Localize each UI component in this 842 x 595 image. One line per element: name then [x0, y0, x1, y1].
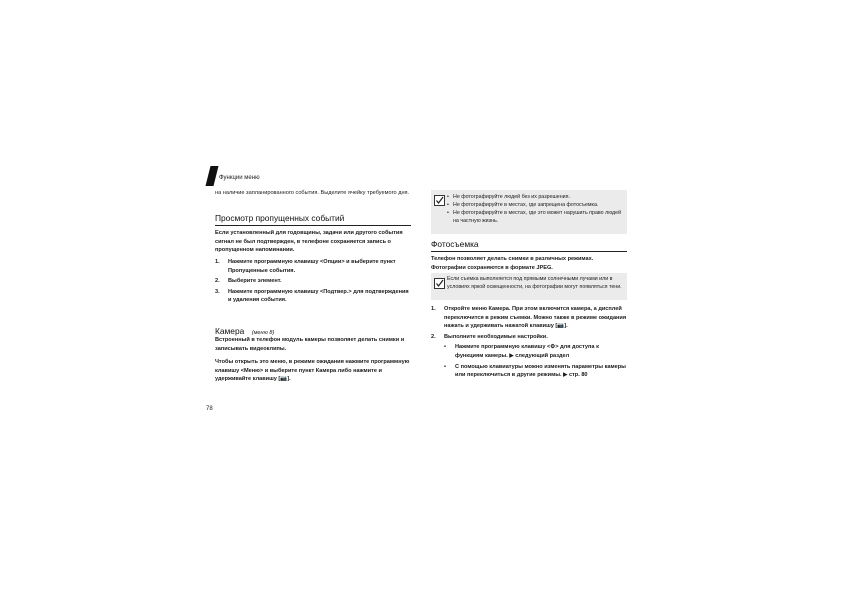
step-number: 1. [215, 259, 220, 265]
step-text: Нажмите программную клавишу <Опции> и выберите пункт Пропущенные события. [228, 259, 396, 274]
step-text: Нажмите программную клавишу <Подтвер.> для подтверждения и удаления события. [228, 288, 409, 304]
intro-text: на наличие запланированного события. Выделите ячейку требуемого дня. [215, 190, 410, 196]
photo-text: Телефон позволяет делать снимки в различных режимах. Фотографии сохраняются в формате JPEG. [431, 256, 594, 271]
sunlight-note-text: Если съемка выполняется под прямыми солнечными лучами или в условиях яркой освещенности, на фотографии могут появляться тени. [447, 276, 622, 290]
missed-events-title: Просмотр пропущенных событий [215, 213, 345, 223]
sunlight-note [431, 273, 627, 300]
header-title: Функции меню [219, 175, 260, 181]
camera-menu-ref: (меню 8) [251, 330, 275, 336]
list-item: • С помощью клавиатуры можно изменять параметры камеры или переключиться в другие режимы. ▶ стр. 80 [444, 363, 627, 380]
photo-title: Фотосъемка [431, 239, 479, 249]
camera-text-1: Встроенный в телефон модуль камеры позволяет делать снимки и записывать видеоклипы. [215, 337, 405, 352]
list-item: • Нажмите программную клавишу <⚙> для доступа к функциям камеры. ▶ следующий раздел [444, 343, 627, 360]
warning-list [447, 193, 623, 225]
step-number: 2. [215, 278, 220, 285]
camera-text-2: Чтобы открыть это меню, в режиме ожидания нажмите программную клавишу <Меню> и выберите пункт Камера либо нажмите и удерживайте клавишу [📷]. [215, 359, 410, 383]
camera-title: Камера [215, 326, 245, 336]
list-item [215, 288, 411, 305]
step-number: 2. [431, 333, 436, 340]
warning-note [431, 190, 627, 234]
step-text: Выберите элемент. [228, 278, 282, 285]
list-item [431, 305, 627, 331]
list-item [431, 333, 627, 342]
step-number: 1. [431, 306, 436, 312]
list-item: • Не фотографируйте в местах, где это может нарушить право людей на частную жизнь. [447, 209, 623, 225]
checkmark-note-icon [434, 195, 445, 206]
list-item [215, 258, 411, 275]
list-item: • Не фотографируйте людей без их разрешения. [447, 193, 623, 201]
section-rule [215, 225, 411, 226]
list-item [215, 277, 411, 286]
checkmark-note-icon [434, 278, 445, 289]
missed-events-text: Если установленный для годовщины, задачи или другого события сигнал не был подтвержден, в телефоне сохраняется запись о пропущенном напоминании. [215, 230, 403, 254]
sub-bullet-list [431, 343, 627, 379]
missed-steps-list [215, 258, 411, 305]
step-text: Выполните необходимые настройки. [444, 333, 548, 340]
page-number: 78 [206, 406, 213, 412]
step-number: 3. [215, 288, 220, 295]
photo-steps-list [431, 305, 627, 380]
section-rule [431, 251, 627, 252]
header-mark [206, 166, 219, 186]
step-text: Откройте меню Камера. При этом включится камера, а дисплей переключится в режим съемки. Можно также в режиме ожидания нажать и удерживать нажатой клавишу [📷]. [444, 306, 627, 330]
list-item: • Не фотографируйте в местах, где запрещена фотосъемка. [447, 201, 623, 209]
